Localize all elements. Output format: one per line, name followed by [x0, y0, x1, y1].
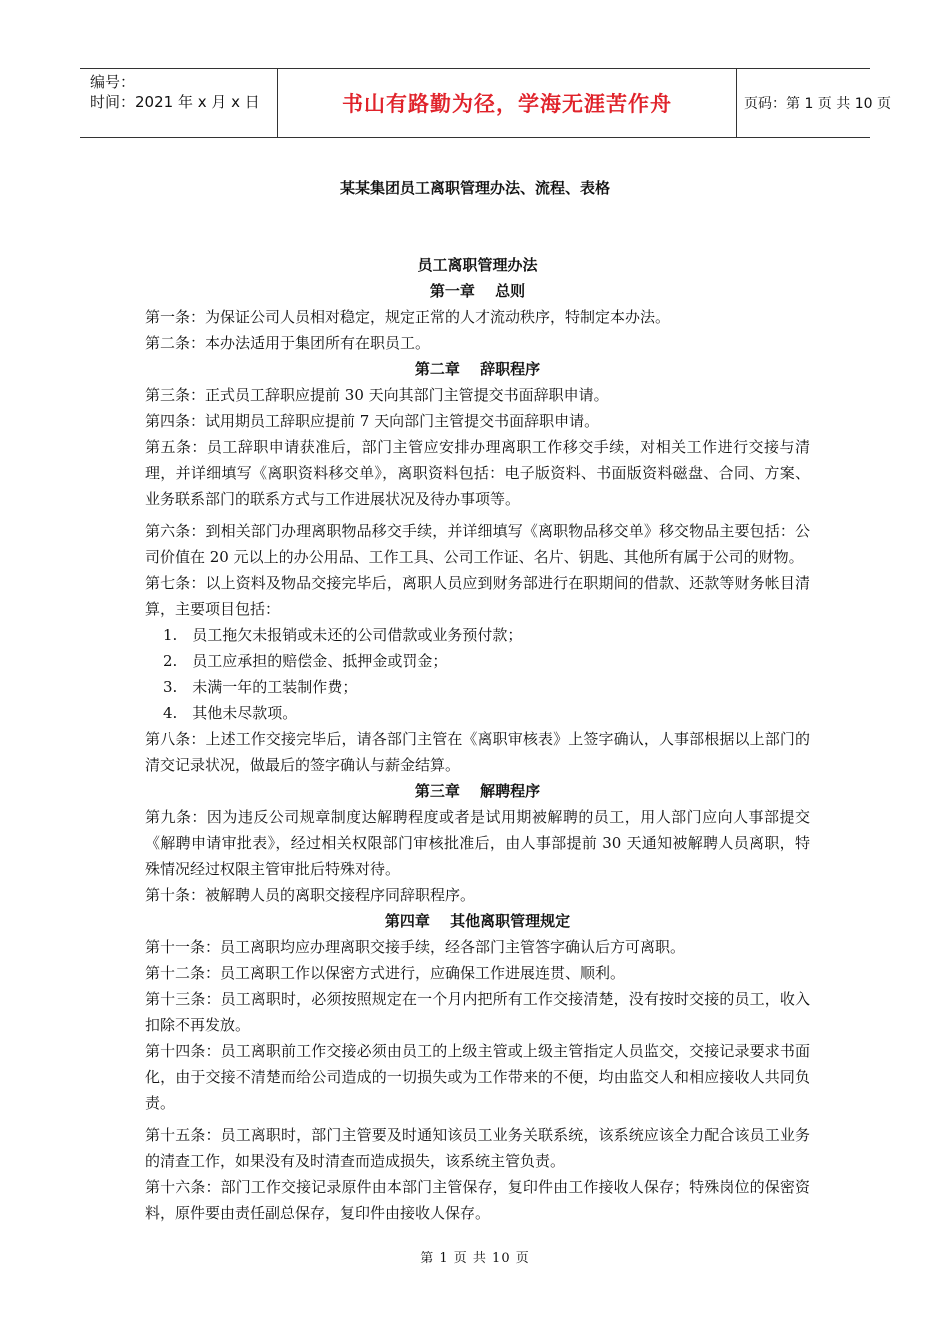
section-title: 员工离职管理办法 — [417, 256, 538, 274]
motto: 书山有路勤为径，学海无涯苦作舟 — [278, 69, 737, 137]
article: 第二条：本办法适用于集团所有在职员工。 — [145, 334, 431, 352]
document-title: 某某集团员工离职管理办法、流程、表格 — [339, 179, 610, 197]
article: 第一条：为保证公司人员相对稳定，规定正常的人才流动秩序，特制定本办法。 — [145, 308, 671, 326]
chapter-heading: 第二章 辞职程序 — [414, 360, 541, 378]
list-item: 3. 未满一年的工装制作费； — [163, 678, 358, 696]
article: 第五条：员工辞职申请获准后，部门主管应安排办理离职工作移交手续，对相关工作进行交接与清理，并详细填写《离职资料移交单》，离职资料包括：电子版资料、书面版资料磁盘、合同、方案、业务联系部门的联系方式与工作进展状况及待办事项等。 — [145, 438, 810, 508]
list-item: 2. 员工应承担的赔偿金、抵押金或罚金； — [163, 652, 448, 670]
article: 第十二条：员工离职工作以保密方式进行，应确保工作进展连贯、顺利。 — [145, 964, 626, 982]
page-footer: 第 1 页 共 10 页 — [420, 1251, 530, 1266]
article: 第十五条：员工离职时，部门主管要及时通知该员工业务关联系统，该系统应该全力配合该员工业务的清查工作，如果没有及时清查而造成损失，该系统主管负责。 — [145, 1126, 810, 1170]
document-body — [145, 252, 810, 1226]
article: 第四条：试用期员工辞职应提前 7 天向部门主管提交书面辞职申请。 — [145, 412, 600, 430]
article: 第九条：因为违反公司规章制度达解聘程度或者是试用期被解聘的员工，用人部门应向人事部提交《解聘申请审批表》，经过相关权限部门审核批准后，由人事部提前 30 天通知被解聘人员离职，特殊情况经过权限主管审批后特殊对待。 — [145, 808, 810, 878]
article: 第十六条：部门工作交接记录原件由本部门主管保存，复印件由工作接收人保存；特殊岗位的保密资料，原件要由责任副总保存，复印件由接收人保存。 — [145, 1178, 810, 1222]
header-meta-cell — [80, 69, 278, 137]
list-item: 1. 员工拖欠未报销或未还的公司借款或业务预付款； — [163, 626, 523, 644]
article: 第八条：上述工作交接完毕后，请各部门主管在《离职审核表》上签字确认，人事部根据以上部门的清交记录状况，做最后的签字确认与薪金结算。 — [145, 730, 810, 774]
header-table — [80, 68, 891, 138]
number-label: 编号： — [90, 73, 136, 91]
page-info: 页码：第 1 页 共 10 页 — [744, 96, 891, 112]
article: 第十三条：员工离职时，必须按照规定在一个月内把所有工作交接清楚，没有按时交接的员工，收入扣除不再发放。 — [145, 990, 810, 1034]
date-label: 时间：2021 年 x 月 x 日 — [90, 93, 260, 111]
chapter-heading: 第一章 总则 — [429, 282, 526, 300]
article: 第三条：正式员工辞职应提前 30 天向其部门主管提交书面辞职申请。 — [145, 386, 609, 404]
chapter-heading: 第四章 其他离职管理规定 — [384, 912, 571, 930]
article: 第六条：到相关部门办理离职物品移交手续，并详细填写《离职物品移交单》移交物品主要包括：公司价值在 20 元以上的办公用品、工作工具、公司工作证、名片、钥匙、其他所有属于公司的财物。 — [145, 522, 810, 566]
article: 第十四条：员工离职前工作交接必须由员工的上级主管或上级主管指定人员监交，交接记录要求书面化，由于交接不清楚而给公司造成的一切损失或为工作带来的不便，均由监交人和相应接收人共同负责。 — [145, 1042, 810, 1112]
list-item: 4. 其他未尽款项。 — [163, 704, 298, 722]
article: 第十一条：员工离职均应办理离职交接手续，经各部门主管答字确认后方可离职。 — [145, 938, 686, 956]
article: 第十条：被解聘人员的离职交接程序同辞职程序。 — [145, 886, 476, 904]
chapter-heading: 第三章 解聘程序 — [414, 782, 541, 800]
article: 第七条：以上资料及物品交接完毕后，离职人员应到财务部进行在职期间的借款、还款等财务帐目清算，主要项目包括： — [145, 574, 810, 618]
